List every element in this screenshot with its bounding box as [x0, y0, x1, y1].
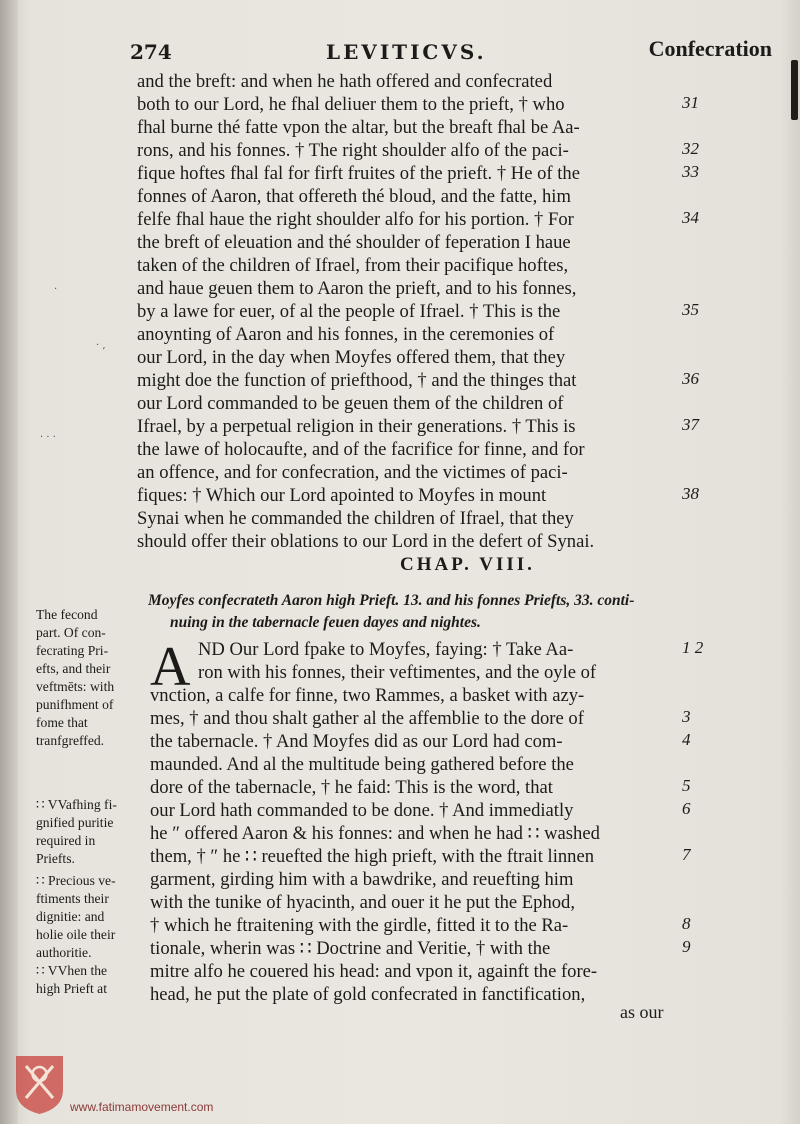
top-line: our Lord, in the day when Moyfes offered them, that they — [137, 347, 566, 368]
body-line: the tabernacle. † And Moyfes did as our Lord had com- — [150, 731, 563, 752]
page-edge-tab — [791, 60, 798, 120]
top-line: fiques: † Which our Lord apointed to Moyfes in mount — [137, 485, 547, 506]
body-line: ron with his fonnes, their veftimentes, and the oyle of — [198, 662, 597, 683]
margin-note-line: veftmēts: with — [36, 679, 115, 694]
margin-note-line: dignitie: and — [36, 909, 105, 924]
top-line: might doe the function of priefthood, † and the thinges that — [137, 370, 577, 391]
top-line: rons, and his fonnes. † The right shoulder alfo of the paci- — [137, 140, 569, 161]
margin-note-line: part. Of con- — [36, 625, 106, 640]
top-line: the lawe of holocaufte, and of the facrifice for finne, and for — [137, 439, 585, 460]
top-line: the breft of eleuation and thé shoulder of feperation I haue — [137, 232, 571, 253]
top-line: and the breft: and when he hath offered and confecrated — [137, 71, 553, 92]
body-line: maunded. And al the multitude being gathered before the — [150, 754, 574, 775]
top-line: both to our Lord, he fhal deliuer them to the prieft, † who — [137, 94, 565, 115]
top-line: by a lawe for euer, of al the people of Ifrael. † This is the — [137, 301, 561, 322]
top-line: felfe fhal haue the right shoulder alfo for his portion. † For — [137, 209, 574, 230]
verse-number: 8 — [682, 914, 691, 933]
body-line: mes, † and thou shalt gather al the affemblie to the dore of — [150, 708, 584, 729]
top-line: fique hoftes fhal fal for firft fruites of the prieft. † He of the — [137, 163, 580, 184]
book-spine-shadow — [0, 0, 18, 1124]
margin-note-line: authoritie. — [36, 945, 92, 960]
verse-number: 4 — [682, 730, 691, 749]
top-line: and haue geuen them to Aaron the prieft, and to his fonnes, — [137, 278, 577, 299]
catchword: as our — [620, 1002, 664, 1022]
margin-note-line: ∷ VVafhing fi- — [36, 797, 117, 812]
body-line: them, † ″ he ∷ reuefted the high prieft, with the ftrait linnen — [150, 846, 594, 867]
margin-note-line: holie oile their — [36, 927, 116, 942]
verse-number: 31 — [682, 93, 699, 112]
margin-note-line: The fecond — [36, 607, 98, 622]
margin-note-line: high Prieft at — [36, 981, 107, 996]
body-line: mitre alfo he couered his head: and vpon it, againft the fore- — [150, 961, 598, 982]
verse-number: 9 — [682, 937, 691, 956]
running-title: Confecration — [648, 36, 772, 61]
chapter-heading: CHAP. VIII. — [400, 554, 535, 575]
top-line: taken of the children of Ifrael, from their pacifique hoftes, — [137, 255, 569, 276]
verse-number: 7 — [682, 845, 691, 864]
top-line: fhal burne thé fatte vpon the altar, but the breaft fhal be Aa- — [137, 117, 580, 138]
book-title: LEVITICVS. — [326, 40, 487, 64]
top-line: our Lord commanded to be geuen them of the children of — [137, 393, 564, 414]
top-line: anoynting of Aaron and his fonnes, in the ceremonies of — [137, 324, 555, 345]
body-line: head, he put the plate of gold confecrated in fanctification, — [150, 984, 586, 1005]
verse-number: 3 — [682, 707, 691, 726]
margin-note-line: fecrating Pri- — [36, 643, 109, 658]
summary-line: Moyfes confecrateth Aaron high Prieft. 13. and his fonnes Priefts, 33. conti- — [148, 592, 635, 609]
papal-keys-crest-icon — [12, 1052, 67, 1116]
body-line: † which he ftraitening with the girdle, fitted it to the Ra- — [150, 915, 569, 936]
body-line: ND Our Lord fpake to Moyfes, faying: † Take Aa- — [198, 639, 574, 660]
page-number: 274 — [130, 40, 172, 64]
top-line: Synai when he commanded the children of Ifrael, that they — [137, 508, 574, 529]
verse-number: 6 — [682, 799, 691, 818]
body-line: our Lord hath commanded to be done. † And immediatly — [150, 800, 574, 821]
top-line: an offence, and for confecration, and the victimes of paci- — [137, 462, 568, 483]
body-line: dore of the tabernacle, † he faid: This is the word, that — [150, 777, 553, 798]
body-line: with the tunike of hyacinth, and ouer it he put the Ephod, — [150, 892, 575, 913]
body-line: tionale, wherin was ∷ Doctrine and Veritie, † with the — [150, 938, 551, 959]
body-line: garment, girding him with a bawdrike, and reuefting him — [150, 869, 574, 890]
drop-cap: A — [150, 636, 191, 698]
scanned-page: 274 LEVITICVS. Confecration and the breft: and when he hath offered and confecrated both to our Lord, he fhal deliuer them to the prieft, † who fhal burne thé fatte vpon the altar, but the breaft fhal be Aa- rons, and his fonnes. † The right shoulder alfo of the paci- fique hoftes fhal fal for firft fruites of the prieft. † He of the fonnes of Aaron, that offereth thé bloud, and the fatte, him felfe fhal haue the right shoulder alfo for his portion. † For the breft of eleuation and thé shoulder of feperation I haue taken of the children of Ifrael, from their pacifique hoftes, and haue geuen them to Aaron the prieft, and to his fonnes, by a lawe for euer, of al the people of Ifrael. † This is the anoynting of Aaron and his fonnes, in the ceremonies of our Lord, in the day when Moyfes offered them, that they might doe the function of priefthood, † and the thinges that our Lord commanded to be geuen them of the children of Ifrael, by a perpetual religion in their generations. † This is the lawe of holocaufte, and of the facrifice for finne, and for an offence, and for confecration, and the victimes of paci- fiques: † Which our Lord apointed to Moyfes in mount Synai when he commanded the children of Ifrael, that they should offer their oblations to our Lord in the defert of Synai. 31 32 33 34 35 36 37 38 CHAP. VIII. Moyfes confecrateth Aaron high Prieft. 13. and his fonnes Priefts, 33. conti- nuing in the tabernacle feuen dayes and nightes. A ND Our Lord fpake to Moyfes, faying: † Take Aa- ron with his fonnes, their veftimentes, and the oyle of vnction, a calfe for finne, two Rammes, a basket with azy- mes, † and thou shalt gather al the affemblie to the dore of the tabernacle. † And Moyfes did as our Lord had com- maunded. And al the multitude being gathered before the dore of the tabernacle, † he faid: This is the word, that our Lord hath commanded to be done. † And immediatly he ″ offered Aaron & his fonnes: and when he had ∷ washed them, † ″ he ∷ reuefted the high prieft, with the ftrait linnen garment, girding him with a bawdrike, and reuefting him with the tunike of hyacinth, and ouer it he put the Ephod, † which he ftraitening with the girdle, fitted it to the Ra- tionale, wherin was ∷ Doctrine and Veritie, † with the mitre alfo he couered his head: and vpon it, againft the fore- head, he put the plate of gold confecrated in fanctification, 1 2 3 4 5 6 7 8 9 The fecond part. Of con- fecrating Pri- efts, and their veftmēts: with punifhment of fome that tranfgreffed. ∷ VVafhing fi- gnified puritie required in Priefts. ∷ Precious ve- ftiments their dignitie: and holie oile their authoritie. ∷ VVhen the high Prieft at as our · · , · · · www.fatimamovement.com — [0, 0, 800, 1124]
margin-note-line: required in — [36, 833, 96, 848]
verse-number: 1 2 — [682, 638, 704, 657]
summary-line: nuing in the tabernacle feuen dayes and nightes. — [170, 614, 481, 631]
verse-number: 38 — [682, 484, 699, 503]
top-line: fonnes of Aaron, that offereth thé bloud, and the fatte, him — [137, 186, 571, 207]
verse-number: 34 — [682, 208, 699, 227]
top-line: Ifrael, by a perpetual religion in their generations. † This is — [137, 416, 576, 437]
margin-note-line: punifhment of — [36, 697, 114, 712]
margin-note-line: gnified puritie — [36, 815, 114, 830]
footer-url: www.fatimamovement.com — [70, 1100, 214, 1114]
verse-number: 33 — [682, 162, 699, 181]
page-header — [130, 36, 772, 70]
margin-note-line: tranfgreffed. — [36, 733, 105, 748]
verse-number: 37 — [682, 415, 699, 434]
verse-number: 32 — [682, 139, 699, 158]
body-line: vnction, a calfe for finne, two Rammes, a basket with azy- — [150, 685, 585, 706]
top-line: should offer their oblations to our Lord in the defert of Synai. — [137, 531, 595, 552]
margin-note-line: ftiments their — [36, 891, 109, 906]
margin-note-line: ∷ VVhen the — [36, 963, 108, 978]
margin-note-line: Priefts. — [36, 851, 75, 866]
margin-note-line: fome that — [36, 715, 88, 730]
body-line: he ″ offered Aaron & his fonnes: and when he had ∷ washed — [150, 823, 600, 844]
margin-note-line: ∷ Precious ve- — [36, 873, 116, 888]
verse-number: 5 — [682, 776, 691, 795]
margin-note-line: efts, and their — [36, 661, 111, 676]
verse-number: 35 — [682, 300, 699, 319]
verse-number: 36 — [682, 369, 699, 388]
